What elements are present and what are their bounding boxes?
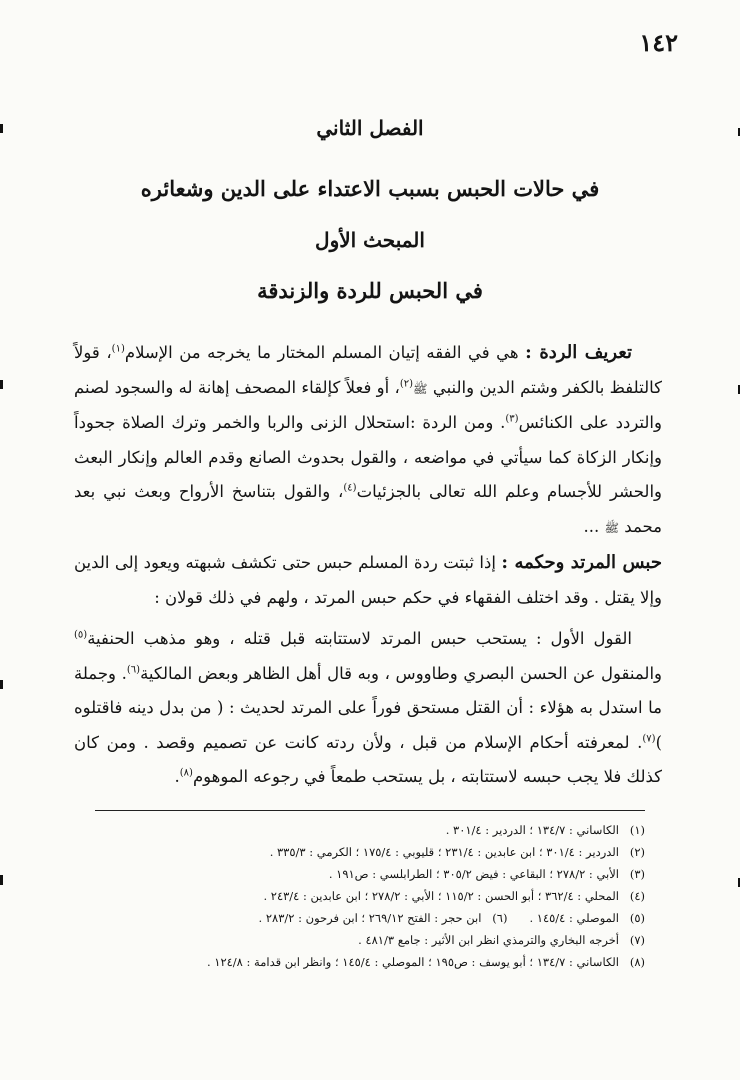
section-heading: المبحث الأول <box>315 228 425 252</box>
footnote-ref-5[interactable]: (٥) <box>74 629 88 641</box>
footnote-ref-7[interactable]: (٧) <box>642 733 656 744</box>
footnote-item <box>65 863 645 885</box>
definition-text-5: ، والقول بتناسخ الأرواح وبعث نبي بعد محمد <box>74 482 662 536</box>
footnote-number: (٧) <box>629 933 645 947</box>
ruling-lead: حبس المرتد وحكمه : <box>501 552 662 573</box>
first-opinion-text-4: . لمعرفته أحكام الإسلام من قبل ، ولأن ردته كانت عن تصميم وقصد . ومن كان كذلك فلا يجب حبسه لاستتابته ، بل يستحب طمعاً في رجوعه الموهوم <box>74 732 662 786</box>
footnote-number: (٦) <box>492 911 508 925</box>
footnote-item <box>65 907 645 929</box>
chapter-heading: الفصل الثاني <box>316 116 424 140</box>
footnotes-list <box>65 819 645 973</box>
first-opinion-text-1: القول الأول : يستحب حبس المرتد لاستتابته قبل قتله ، وهو مذهب الحنفية <box>87 629 632 648</box>
footnote-text: أخرجه البخاري والترمذي انظر ابن الأثير : جامع ٤٨١/٣ . <box>358 933 619 947</box>
ruling-text: إذا ثبتت ردة المسلم حبس حتى تكشف شبهته ويعود إلى الدين وإلا يقتل . وقد اختلف الفقهاء في حكم حبس المرتد ، ولهم في ذلك قولان : <box>74 553 662 607</box>
footnote-text: الكاساني : ١٣٤/٧ ؛ أبو يوسف : ص١٩٥ ؛ الموصلي : ١٤٥/٤ ؛ وانظر ابن قدامة : ١٢٤/٨ . <box>206 955 619 969</box>
footnote-number: (٣) <box>629 867 645 881</box>
scan-edge-mark <box>0 380 3 389</box>
definition-text-2: ، قولاً كالتلفظ بالكفر وشتم الدين والنبي <box>74 343 662 397</box>
footnote-ref-3[interactable]: (٣) <box>505 413 519 425</box>
footnote-ref-4[interactable]: (٤) <box>343 482 357 494</box>
footnote-item <box>65 929 645 951</box>
footnote-number: (١) <box>629 823 645 837</box>
footnote-item <box>65 951 645 973</box>
footnote-number: (٢) <box>629 845 645 859</box>
first-opinion-text-2: والمنقول عن الحسن البصري وطاووس ، وبه قال أهل الظاهر وبعض المالكية <box>140 663 662 683</box>
scan-edge-mark <box>0 680 3 689</box>
footnote-text: ابن حجر : الفتح ٢٦٩/١٢ ؛ ابن فرحون : ٢٨٣/٢ . <box>258 911 482 925</box>
footnote-item <box>65 885 645 907</box>
footnote-text: الدردير : ٣٠١/٤ ؛ ابن عابدين : ٢٣١/٤ ؛ قليوبي : ١٧٥/٤ ؛ الكرمي : ٣٣٥/٣ . <box>269 845 619 859</box>
footnote-number: (٥) <box>629 911 645 925</box>
footnote-divider <box>95 810 645 811</box>
footnote-ref-2[interactable]: (٢) <box>399 378 414 389</box>
footnote-ref-6[interactable]: (٦) <box>126 664 141 675</box>
footnote-text: الموصلي : ١٤٥/٤ . <box>529 911 619 925</box>
definition-text-3: ، أو فعلاً كإلقاء المصحف إهانة له والسجود لصنم والتردد على الكنائس <box>74 377 662 432</box>
scan-edge-mark <box>0 875 3 885</box>
salutation-mark: ﷺ <box>413 381 428 396</box>
footnote-ref-1[interactable]: (١) <box>111 343 125 355</box>
chapter-title: في حالات الحبس بسبب الاعتداء على الدين وشعائره <box>140 176 600 201</box>
definition-paragraph <box>74 336 662 545</box>
footnote-text: الكاساني : ١٣٤/٧ ؛ الدردير : ٣٠١/٤ . <box>445 823 619 837</box>
footnote-text: الأبي : ٢٧٨/٢ ؛ البقاعي : فيض ٣٠٥/٢ ؛ الطرابلسي : ص١٩١ . <box>328 867 619 881</box>
salutation-mark: ﷺ <box>604 520 620 535</box>
ruling-paragraph <box>74 546 662 615</box>
first-opinion-paragraph <box>74 622 662 795</box>
section-title: في الحبس للردة والزندقة <box>257 278 483 303</box>
definition-ellipsis: ... <box>583 516 600 536</box>
footnote-text: المحلي : ٣٦٢/٤ ؛ أبو الحسن : ١١٥/٢ ؛ الأبي : ٢٧٨/٢ ؛ ابن عابدين : ٢٤٣/٤ . <box>263 889 619 903</box>
definition-lead: تعريف الردة : <box>525 342 632 363</box>
definition-text-4: . ومن الردة :استحلال الزنى والربا والخمر وترك الصلاة جحوداً وإنكار الزكاة كما سيأتي في مواضعه ، والقول بحدوث الصانع وقدم العالم وإنكار البعث والحشر للأجسام وعلم الله تعالى بالجزئيات <box>74 413 662 501</box>
footnote-number: (٤) <box>629 889 645 903</box>
first-opinion-text-3: . وجملة ما استدل به هؤلاء : أن القتل مستحق فوراً على المرتد لحديث : ( من بدل دينه فاقتلوه ) <box>74 663 662 752</box>
scan-edge-mark <box>0 124 3 133</box>
page-number: ١٤٢ <box>639 28 678 57</box>
definition-text-1: هي في الفقه إتيان المسلم المختار ما يخرجه من الإسلام <box>124 343 519 362</box>
footnote-item <box>65 819 645 841</box>
footnote-ref-8[interactable]: (٨) <box>179 767 193 779</box>
footnote-number: (٨) <box>629 955 645 969</box>
footnote-item <box>65 841 645 863</box>
first-opinion-text-5: . <box>174 767 180 786</box>
